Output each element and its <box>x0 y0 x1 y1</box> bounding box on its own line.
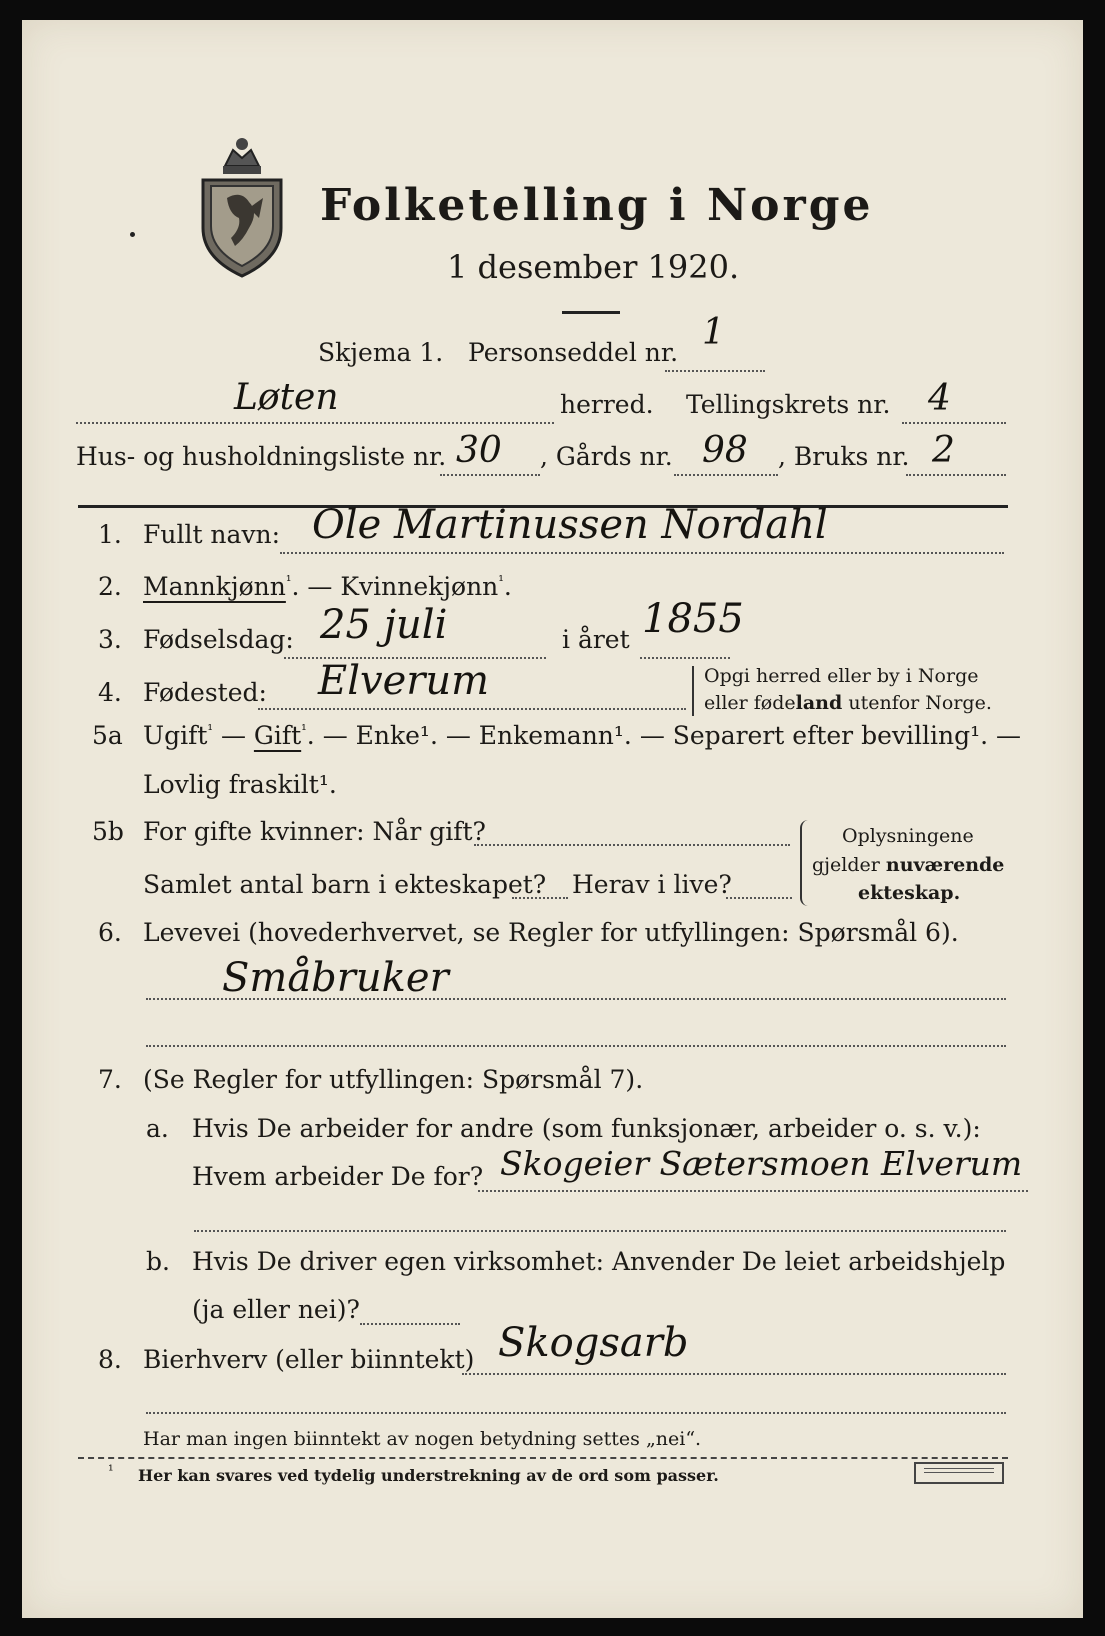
q4-label: Fødested: <box>143 678 267 707</box>
q5b-line-1: For gifte kvinner: Når gift? <box>143 817 486 846</box>
q8-label: Bierhverv (eller biinntekt) <box>143 1345 475 1374</box>
q4-note-2b: land <box>795 692 843 714</box>
q8-line <box>462 1373 1006 1375</box>
q6-label: Levevei (hovederhvervet, se Regler for utfyllingen: Spørsmål 6). <box>143 918 959 947</box>
q7b-line-2: (ja eller nei)? <box>192 1295 360 1324</box>
bruks-label: , Bruks nr. <box>778 442 910 471</box>
q2-end: . <box>503 572 512 601</box>
q3-value: 25 juli <box>320 602 448 648</box>
tellingskrets-value: 4 <box>928 378 951 419</box>
q2-number: 2. <box>98 572 122 601</box>
margin-dot <box>130 232 135 237</box>
q3-number: 3. <box>98 625 122 654</box>
q5b-line-2a: Samlet antal barn i ekteskapet? <box>143 870 547 899</box>
footnote-mark: ¹ <box>108 1463 114 1479</box>
q6-value: Småbruker <box>222 955 449 1001</box>
q2-female: Kvinnekjønn <box>340 572 499 601</box>
footnote: Her kan svares ved tydelig understrekning av de ord som passer. <box>138 1466 719 1485</box>
q5b-line-2b: Herav i live? <box>572 870 732 899</box>
q5b-note-3: ekteskap. <box>858 882 961 904</box>
bruks-line <box>906 474 1006 476</box>
hus-label: Hus- og husholdningsliste nr. <box>76 442 447 471</box>
q3-year-label: i året <box>562 625 630 654</box>
q7a-line-1: Hvis De arbeider for andre (som funksjonær, arbeider o. s. v.): <box>192 1114 981 1143</box>
q2-sup-male: ¹ <box>285 573 292 590</box>
q4-brace <box>692 666 696 716</box>
form-title: Folketelling i Norge <box>320 180 874 231</box>
personseddel-label: Personseddel nr. <box>468 338 679 367</box>
q7a-value: Skogeier Sætersmoen Elverum <box>500 1144 1023 1183</box>
q2-separator: . — <box>291 572 341 601</box>
q6-number: 6. <box>98 918 122 947</box>
q7-number: 7. <box>98 1065 122 1094</box>
footnote-rule <box>78 1457 1008 1459</box>
q5b-number: 5b <box>92 817 124 846</box>
q7a-line-2-dots <box>478 1190 1028 1192</box>
q5b-note-2 <box>812 854 1004 876</box>
q2-options <box>143 572 512 601</box>
q5b-note-2a: gjelder <box>812 854 886 876</box>
q7b-line-2-dots <box>360 1323 460 1325</box>
q1-number: 1. <box>98 520 122 549</box>
q6-line-1 <box>146 998 1006 1000</box>
q2-sup-female: ¹ <box>498 573 504 590</box>
q1-line <box>280 552 1004 554</box>
herred-label: herred. <box>560 390 654 419</box>
tellingskrets-line <box>902 422 1006 424</box>
q5a-sup-gift: ¹ <box>301 722 307 739</box>
q2-male: Mannkjønn <box>143 572 286 601</box>
personseddel-value: 1 <box>702 312 725 353</box>
q8-value: Skogsarb <box>498 1320 689 1366</box>
q4-number: 4. <box>98 678 122 707</box>
q7b-line-1: Hvis De driver egen virksomhet: Anvender De leiet arbeidshjelp <box>192 1247 1006 1276</box>
q5b-brace <box>800 820 808 906</box>
q8-number: 8. <box>98 1345 122 1374</box>
q5a-line-2: Lovlig fraskilt¹. <box>143 770 337 799</box>
q7b-letter: b. <box>146 1247 170 1276</box>
coat-of-arms-icon <box>197 128 287 282</box>
q4-note-2c: utenfor Norge. <box>842 692 992 714</box>
q3-label: Fødselsdag: <box>143 625 294 654</box>
q7a-letter: a. <box>146 1114 169 1143</box>
q7a-line-2: Hvem arbeider De for? <box>192 1162 484 1191</box>
q5a-rest: . — Enke¹. — Enkemann¹. — Separert efter bevilling¹. — <box>306 721 1021 750</box>
q5b-note-2b: nuværende <box>885 854 1005 876</box>
census-form <box>22 20 1083 1618</box>
herred-value: Løten <box>234 377 339 418</box>
q3-year-value: 1855 <box>642 596 744 642</box>
q5b-note-1: Oplysningene <box>842 825 974 847</box>
q7a-line-3 <box>194 1230 1006 1232</box>
bruks-value: 2 <box>932 430 955 471</box>
q6-line-2 <box>146 1045 1006 1047</box>
q5a-options: Ugift$^{^1}$ — Gift$^{^1}$. — Enke¹. — Enkemann¹. — Separert efter bevilling¹. — <box>143 721 1021 750</box>
q5b-line-1-dots <box>474 844 790 846</box>
q4-note-1: Opgi herred eller by i Norge <box>704 665 979 687</box>
q1-value: Ole Martinussen Nordahl <box>312 502 828 548</box>
q5b-line-2b-dots <box>726 897 792 899</box>
q1-label: Fullt navn: <box>143 520 281 549</box>
q4-note-2 <box>704 692 992 714</box>
q4-line <box>258 708 686 710</box>
q4-value: Elverum <box>318 658 490 704</box>
q5a-number: 5a <box>92 721 123 750</box>
personseddel-line <box>665 370 765 372</box>
q5b-line-2a-dots <box>512 897 568 899</box>
tellingskrets-label: Tellingskrets nr. <box>686 390 891 419</box>
hus-line <box>440 474 540 476</box>
gards-label: , Gårds nr. <box>540 442 673 471</box>
title-divider <box>562 311 620 314</box>
gards-value: 98 <box>702 430 748 471</box>
biinntekt-note: Har man ingen biinntekt av nogen betydning settes „nei“. <box>143 1428 702 1450</box>
census-date: 1 desember 1920. <box>447 248 740 286</box>
q5a-gift: Gift <box>253 721 302 750</box>
hus-value: 30 <box>456 430 502 471</box>
q8-line-2 <box>146 1412 1006 1414</box>
q5a-sup-ugift: ¹ <box>207 722 213 739</box>
q4-note-2a: eller føde <box>704 692 796 714</box>
q5a-ugift: Ugift <box>143 721 208 750</box>
schema-label: Skjema 1. <box>318 338 444 367</box>
herred-line <box>76 422 554 424</box>
q7-label: (Se Regler for utfyllingen: Spørsmål 7). <box>143 1065 644 1094</box>
q3-year-line <box>640 657 730 659</box>
printer-stamp-icon <box>914 1462 1004 1484</box>
gards-line <box>674 474 778 476</box>
